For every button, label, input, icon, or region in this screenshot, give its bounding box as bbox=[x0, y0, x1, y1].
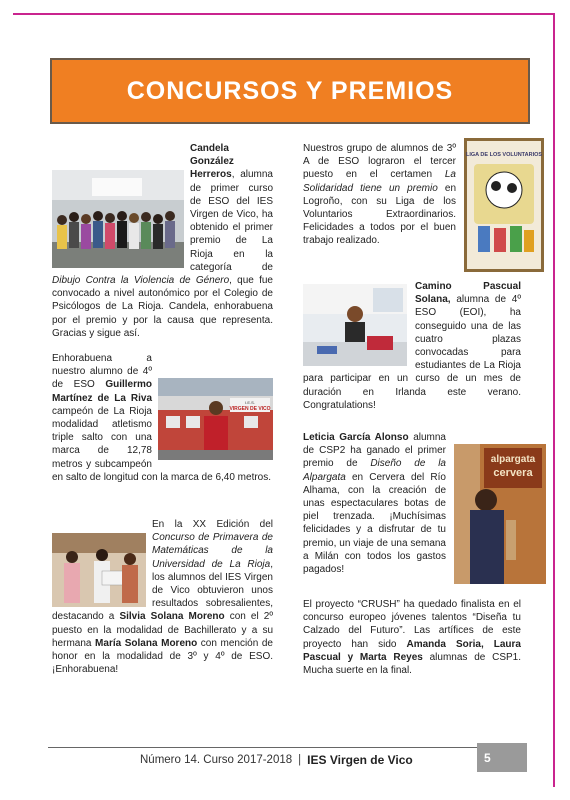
solidaridad-poster bbox=[464, 138, 544, 272]
poster-title: LIGA DE LOS VOLUNTARIOS bbox=[465, 152, 543, 158]
footer-rule bbox=[48, 747, 478, 748]
article-candela-block: Candela González Herreros, alumna de primer curso de ESO del IES Virgen de Vico, ha obtenido el primer premio de La Rioja en la categoría de Dibujo Contra la Violencia de Género, que fue convocado a nivel autonómico por el Colegio de Psicólogos de La Rioja. Candela, enhorabuena por el premio y por la causa que representa. Gracias y sigue así. bbox=[52, 143, 273, 339]
sign-small-text: I.E.S. bbox=[245, 400, 255, 405]
page-number: 5 bbox=[477, 743, 527, 772]
article-crush-block: El proyecto “CRUSH” ha quedado finalista en el concurso europeo jóvenes talentos “Diseña tu Calzado del Futuro”. Las artífices de este proyecto han sido Amanda Soria, Laura Pascual y Marta Reyes alumnas de CSP1. Mucha suerte en la final. bbox=[303, 599, 521, 677]
matematicas-photo bbox=[52, 533, 146, 607]
camino-photo bbox=[303, 284, 407, 366]
footer-issue: Número 14. Curso 2017-2018 bbox=[140, 754, 293, 766]
footer bbox=[140, 750, 413, 770]
banner-line2: cervera bbox=[493, 467, 533, 479]
sign-text: VIRGEN DE VICO bbox=[229, 406, 271, 412]
article-leticia-block: alpargata cervera Leticia García Alonso alumna de CSP2 ha ganado el primer premio de Diseño de la Alpargata en Cervera del Río Alhama, con la creación de unas espectaculares botas de piel trenzada. ¡Muchísimas felicidades y a disfrutar de tu premio, un viaje de una semana a Milán con todos los gastos pagados! bbox=[303, 431, 546, 584]
candela-photo bbox=[52, 170, 184, 268]
article-solidaridad-block: LIGA DE LOS VOLUNTARIOS Nuestros grupo de alumnos de 3º A de ESO lograron el tercer puesto en el certamen La Solidaridad tiene un premio en Logroño, con su Liga de los Voluntarios Extraordinarios. Felicidades a todos por el buen trabajo realizado. bbox=[303, 142, 544, 272]
banner-line1: alpargata bbox=[490, 454, 536, 465]
section-banner bbox=[50, 58, 530, 124]
footer-school: IES Virgen de Vico bbox=[307, 753, 413, 767]
page-title: CONCURSOS Y PREMIOS bbox=[126, 76, 454, 105]
footer-separator: | bbox=[298, 754, 302, 766]
article-matematicas-block: En la XX Edición del Concurso de Primavera de Matemáticas de la Universidad de La Rioja, los alumnos del IES Virgen de Vico obtuvieron unos resultados sobresalientes, destacando a Silvia Solana Moreno con el 2º puesto en la modalidad de Bachillerato y a su hermana María Solana Moreno con mención de honor en la modalidad de 3º y 4º de ESO. ¡Enhorabuena! bbox=[52, 519, 273, 676]
article-guillermo-block: I.E.S. VIRGEN DE VICO Enhorabuena a nuestro alumno de 4º de ESO Guillermo Martínez de La Riva campeón de La Rioja modalidad atletismo triple salto con una marca de 12,78 metros y subcampeón en salto de longitud con la marca de 6,40 metros. bbox=[52, 353, 272, 483]
guillermo-photo bbox=[158, 378, 273, 460]
article-camino-block: Camino Pascual Solana, alumna de 4º ESO (EOI), ha conseguido una de las cuatro plazas convocadas para estudiantes de La Rioja para participar en un curso de un mes de duración en Irlanda este verano. Congratulations! bbox=[303, 281, 521, 411]
leticia-photo bbox=[454, 444, 546, 584]
